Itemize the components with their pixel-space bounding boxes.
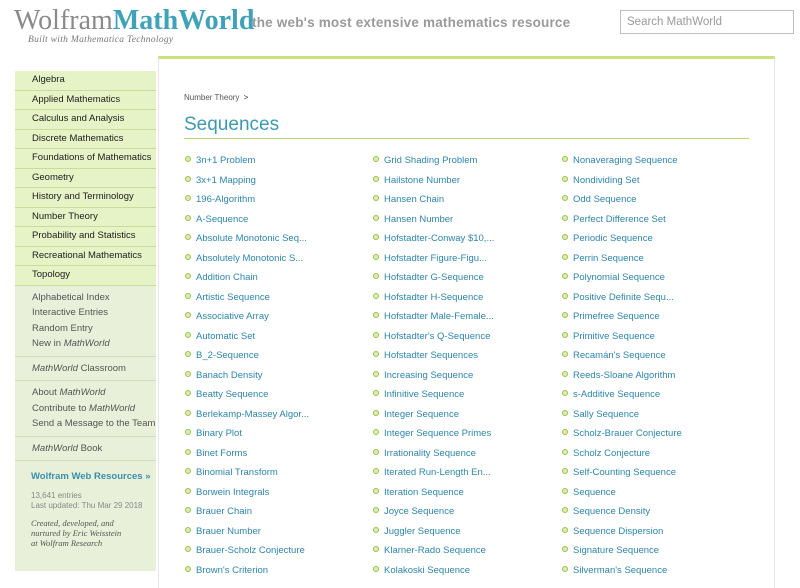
entry-link[interactable] bbox=[373, 151, 494, 171]
sidebar-link-alphabetical-index[interactable]: Alphabetical Index bbox=[32, 291, 110, 303]
entry-link[interactable] bbox=[373, 541, 494, 561]
entry-label: Sequence Density bbox=[573, 506, 651, 517]
entry-link[interactable] bbox=[373, 502, 494, 522]
bullet-icon bbox=[185, 195, 191, 201]
credit-line: at Wolfram Research bbox=[31, 538, 103, 548]
bullet-icon bbox=[185, 215, 191, 221]
bullet-icon bbox=[562, 254, 568, 260]
bullet-icon bbox=[185, 429, 191, 435]
mathworld-italic: MathWorld bbox=[59, 387, 106, 398]
classroom-suffix: Classroom bbox=[77, 362, 126, 374]
bullet-icon bbox=[185, 254, 191, 260]
entry-link[interactable] bbox=[185, 424, 309, 444]
entry-link[interactable] bbox=[562, 151, 682, 171]
entry-link[interactable] bbox=[185, 327, 309, 347]
entry-link[interactable] bbox=[562, 288, 682, 308]
bullet-icon bbox=[185, 312, 191, 318]
entries-count: 13,641 entries bbox=[31, 491, 82, 500]
sidebar-link-random-entry[interactable]: Random Entry bbox=[32, 322, 93, 334]
mathworld-italic: MathWorld bbox=[89, 402, 135, 414]
bullet-icon bbox=[373, 273, 379, 279]
sidebar-item-algebra[interactable]: Algebra bbox=[15, 71, 156, 91]
bullet-icon bbox=[562, 332, 568, 338]
entry-link[interactable] bbox=[185, 502, 309, 522]
bullet-icon bbox=[562, 390, 568, 396]
entry-link[interactable] bbox=[562, 190, 682, 210]
bullet-icon bbox=[373, 312, 379, 318]
bullet-icon bbox=[185, 507, 191, 513]
bullet-icon bbox=[185, 293, 191, 299]
entry-label: Binomial Transform bbox=[196, 467, 278, 478]
sidebar-item-number-theory[interactable]: Number Theory bbox=[15, 208, 156, 228]
logo-mathworld-text: MathWorld bbox=[112, 5, 255, 36]
entry-link[interactable] bbox=[373, 366, 494, 386]
bullet-icon bbox=[373, 488, 379, 494]
entry-link[interactable] bbox=[185, 307, 309, 327]
entry-link[interactable] bbox=[562, 171, 682, 191]
entry-label: Hansen Chain bbox=[384, 194, 445, 205]
entry-label: Hofstadter H-Sequence bbox=[384, 291, 484, 303]
sidebar-link-interactive-entries[interactable]: Interactive Entries bbox=[32, 307, 109, 318]
entry-label: Self-Counting Sequence bbox=[573, 467, 676, 478]
entry-label: Artistic Sequence bbox=[196, 291, 270, 303]
bullet-icon bbox=[562, 371, 568, 377]
book-suffix: Book bbox=[77, 442, 103, 454]
entry-label: Hofstadter Figure-Figu... bbox=[384, 252, 487, 264]
entry-label: Silverman's Sequence bbox=[573, 564, 668, 576]
entry-label: Hansen Number bbox=[384, 213, 454, 225]
bullet-icon bbox=[185, 273, 191, 279]
entry-label: Primitive Sequence bbox=[573, 330, 655, 342]
entry-link[interactable] bbox=[373, 249, 494, 269]
entry-link[interactable] bbox=[373, 522, 494, 542]
sidebar-item-geometry[interactable]: Geometry bbox=[15, 169, 156, 189]
breadcrumb-separator: > bbox=[243, 93, 249, 102]
entry-label: Infinitive Sequence bbox=[384, 389, 465, 400]
credit-line: Created, developed, and bbox=[31, 518, 114, 528]
site-header bbox=[0, 0, 800, 52]
entry-label: Integer Sequence Primes bbox=[384, 428, 492, 439]
entry-link[interactable] bbox=[562, 483, 682, 503]
bullet-icon bbox=[185, 410, 191, 416]
entry-link[interactable] bbox=[373, 268, 494, 288]
entry-link[interactable] bbox=[373, 327, 494, 347]
title-divider bbox=[184, 138, 749, 139]
entry-link[interactable] bbox=[185, 249, 309, 269]
bullet-icon bbox=[562, 273, 568, 279]
entry-label: Brauer-Scholz Conjecture bbox=[196, 545, 305, 556]
last-updated: Last updated: Thu Mar 29 2018 bbox=[31, 501, 143, 510]
sidebar-classroom-block bbox=[15, 357, 156, 382]
sidebar bbox=[15, 70, 156, 571]
sidebar-item-calculus-and-analysis[interactable]: Calculus and Analysis bbox=[15, 110, 156, 130]
entry-label: Iteration Sequence bbox=[384, 486, 464, 498]
bullet-icon bbox=[562, 176, 568, 182]
bullet-icon bbox=[373, 546, 379, 552]
entry-column-1 bbox=[185, 151, 309, 580]
entry-link[interactable] bbox=[185, 268, 309, 288]
entry-link[interactable] bbox=[562, 463, 682, 483]
breadcrumb-number-theory[interactable]: Number Theory bbox=[184, 93, 240, 102]
bullet-icon bbox=[562, 566, 568, 572]
bullet-icon bbox=[373, 449, 379, 455]
bullet-icon bbox=[373, 254, 379, 260]
entry-link[interactable] bbox=[185, 483, 309, 503]
bullet-icon bbox=[562, 156, 568, 162]
credit-line: nurtured by Eric Weisstein bbox=[31, 528, 122, 538]
entry-column-2 bbox=[373, 151, 494, 580]
bullet-icon bbox=[562, 293, 568, 299]
logo-title[interactable] bbox=[14, 6, 254, 36]
entry-label: Perrin Sequence bbox=[573, 252, 644, 264]
entry-link[interactable] bbox=[185, 405, 309, 425]
sidebar-link-contribute[interactable] bbox=[15, 401, 156, 417]
bullet-icon bbox=[373, 215, 379, 221]
entry-label: Sequence bbox=[573, 486, 616, 498]
entry-label: Odd Sequence bbox=[573, 194, 637, 205]
entry-label: Binary Plot bbox=[196, 428, 242, 439]
entry-link[interactable] bbox=[185, 385, 309, 405]
entry-label: 3x+1 Mapping bbox=[196, 174, 256, 186]
entry-label: s-Additive Sequence bbox=[573, 389, 661, 400]
entry-link[interactable] bbox=[562, 561, 682, 581]
entry-link[interactable] bbox=[562, 522, 682, 542]
entry-link[interactable] bbox=[562, 366, 682, 386]
entry-link[interactable] bbox=[373, 424, 494, 444]
entry-label: 3n+1 Problem bbox=[196, 155, 256, 166]
entry-label: Iterated Run-Length En... bbox=[384, 467, 491, 478]
entry-label: Increasing Sequence bbox=[384, 369, 474, 381]
bullet-icon bbox=[185, 527, 191, 533]
entry-link[interactable] bbox=[562, 249, 682, 269]
bullet-icon bbox=[373, 332, 379, 338]
bullet-icon bbox=[185, 488, 191, 494]
mathworld-italic: MathWorld bbox=[63, 338, 110, 349]
entry-label: Sequence Dispersion bbox=[573, 525, 664, 537]
entry-label: Hofstadter's Q-Sequence bbox=[384, 330, 491, 342]
entry-link[interactable] bbox=[373, 561, 494, 581]
entry-label: Brown's Criterion bbox=[196, 564, 269, 576]
entry-link[interactable] bbox=[562, 405, 682, 425]
entry-label: Hofstadter Sequences bbox=[384, 350, 479, 361]
entry-label: Banach Density bbox=[196, 369, 263, 381]
sidebar-book-block bbox=[15, 437, 156, 462]
logo-subtitle: Built with Mathematica Technology bbox=[28, 35, 174, 45]
sidebar-item-discrete-mathematics[interactable]: Discrete Mathematics bbox=[15, 130, 156, 150]
sidebar-item-recreational-mathematics[interactable]: Recreational Mathematics bbox=[15, 247, 156, 267]
wolfram-web-resources-link[interactable]: Wolfram Web Resources » bbox=[31, 471, 151, 482]
bullet-icon bbox=[185, 546, 191, 552]
entry-link[interactable] bbox=[185, 444, 309, 464]
bullet-icon bbox=[562, 488, 568, 494]
bullet-icon bbox=[373, 371, 379, 377]
entry-label: B_2-Sequence bbox=[196, 350, 259, 361]
entry-label: Klarner-Rado Sequence bbox=[384, 545, 486, 556]
entry-link[interactable] bbox=[562, 541, 682, 561]
entry-label: Automatic Set bbox=[196, 330, 256, 342]
entry-link[interactable] bbox=[373, 444, 494, 464]
bullet-icon bbox=[373, 390, 379, 396]
bullet-icon bbox=[562, 429, 568, 435]
entry-link[interactable] bbox=[373, 210, 494, 230]
entry-link[interactable] bbox=[185, 522, 309, 542]
sidebar-item-foundations-of-mathematics[interactable]: Foundations of Mathematics bbox=[15, 149, 156, 169]
entry-label: 196-Algorithm bbox=[196, 194, 256, 205]
bullet-icon bbox=[185, 449, 191, 455]
entry-label: Joyce Sequence bbox=[384, 506, 455, 517]
bullet-icon bbox=[562, 468, 568, 474]
entry-label: Scholz Conjecture bbox=[573, 447, 651, 459]
entry-link[interactable] bbox=[185, 561, 309, 581]
entry-label: Hailstone Number bbox=[384, 174, 461, 186]
sidebar-link-mathworld-classroom[interactable] bbox=[15, 361, 156, 377]
entry-label: Sally Sequence bbox=[573, 408, 640, 420]
entry-label: Signature Sequence bbox=[573, 545, 660, 556]
entry-label: Hofstadter-Conway $10,... bbox=[384, 233, 495, 244]
sidebar-link-mathworld-book[interactable] bbox=[15, 441, 156, 457]
entry-link[interactable] bbox=[562, 210, 682, 230]
bullet-icon bbox=[373, 234, 379, 240]
entry-link[interactable] bbox=[562, 327, 682, 347]
bullet-icon bbox=[373, 156, 379, 162]
contribute-prefix: Contribute to bbox=[32, 402, 90, 414]
entry-link[interactable] bbox=[185, 288, 309, 308]
entry-link[interactable] bbox=[562, 346, 682, 366]
mathworld-italic: MathWorld bbox=[32, 442, 78, 454]
entry-link[interactable] bbox=[373, 385, 494, 405]
sidebar-resources bbox=[15, 461, 156, 571]
entry-label: Juggler Sequence bbox=[384, 525, 461, 537]
entry-label: A-Sequence bbox=[196, 213, 249, 225]
breadcrumb bbox=[184, 93, 248, 102]
entry-label: Recamán's Sequence bbox=[573, 350, 666, 361]
entry-label: Nondividing Set bbox=[573, 174, 640, 186]
entry-label: Beatty Sequence bbox=[196, 389, 269, 400]
entry-link[interactable] bbox=[185, 229, 309, 249]
bullet-icon bbox=[373, 527, 379, 533]
entry-link[interactable] bbox=[562, 385, 682, 405]
entry-label: Addition Chain bbox=[196, 272, 258, 283]
search-input[interactable] bbox=[620, 10, 794, 34]
entry-label: Hofstadter Male-Female... bbox=[384, 311, 494, 322]
sidebar-item-probability-and-statistics[interactable]: Probability and Statistics bbox=[15, 227, 156, 247]
entry-label: Brauer Number bbox=[196, 525, 261, 537]
entry-link[interactable] bbox=[373, 288, 494, 308]
bullet-icon bbox=[185, 566, 191, 572]
subject-nav bbox=[15, 70, 156, 286]
entry-link[interactable] bbox=[373, 307, 494, 327]
entry-link[interactable] bbox=[185, 346, 309, 366]
entry-label: Irrationality Sequence bbox=[384, 447, 476, 459]
sidebar-item-applied-mathematics[interactable]: Applied Mathematics bbox=[15, 91, 156, 111]
entry-link[interactable] bbox=[562, 502, 682, 522]
entry-label: Grid Shading Problem bbox=[384, 155, 478, 166]
entry-label: Berlekamp-Massey Algor... bbox=[196, 408, 309, 420]
entry-link[interactable] bbox=[185, 171, 309, 191]
site-stats bbox=[31, 491, 156, 511]
bullet-icon bbox=[562, 449, 568, 455]
entry-label: Hofstadter G-Sequence bbox=[384, 272, 484, 283]
sidebar-browse-block bbox=[15, 286, 156, 357]
sidebar-link-send-message[interactable]: Send a Message to the Team bbox=[32, 418, 156, 429]
bullet-icon bbox=[185, 351, 191, 357]
entry-link[interactable] bbox=[185, 190, 309, 210]
bullet-icon bbox=[373, 410, 379, 416]
bullet-icon bbox=[185, 156, 191, 162]
entry-label: Periodic Sequence bbox=[573, 233, 653, 244]
entry-link[interactable] bbox=[562, 424, 682, 444]
sidebar-link-new-in-mathworld[interactable] bbox=[15, 336, 156, 352]
entry-link[interactable] bbox=[562, 444, 682, 464]
bullet-icon bbox=[185, 468, 191, 474]
entry-link[interactable] bbox=[373, 229, 494, 249]
bullet-icon bbox=[562, 527, 568, 533]
logo-wolfram-text: Wolfram bbox=[14, 5, 113, 36]
bullet-icon bbox=[373, 507, 379, 513]
bullet-icon bbox=[185, 371, 191, 377]
sidebar-item-history-and-terminology[interactable]: History and Terminology bbox=[15, 188, 156, 208]
bullet-icon bbox=[185, 234, 191, 240]
credit-text bbox=[31, 518, 156, 548]
entry-label: Binet Forms bbox=[196, 447, 248, 459]
entry-label: Associative Array bbox=[196, 311, 269, 322]
bullet-icon bbox=[562, 215, 568, 221]
entry-link[interactable] bbox=[373, 463, 494, 483]
bullet-icon bbox=[373, 351, 379, 357]
bullet-icon bbox=[185, 332, 191, 338]
entry-label: Positive Definite Sequ... bbox=[573, 291, 674, 303]
entry-link[interactable] bbox=[185, 463, 309, 483]
bullet-icon bbox=[562, 195, 568, 201]
entry-label: Integer Sequence bbox=[384, 408, 460, 420]
sidebar-link-about-mathworld[interactable] bbox=[15, 385, 156, 401]
entry-label: Brauer Chain bbox=[196, 506, 252, 517]
bullet-icon bbox=[562, 351, 568, 357]
bullet-icon bbox=[185, 390, 191, 396]
entry-link[interactable] bbox=[373, 405, 494, 425]
entry-label: Kolakoski Sequence bbox=[384, 564, 471, 576]
entry-label: Scholz-Brauer Conjecture bbox=[573, 428, 682, 439]
entry-label: Primefree Sequence bbox=[573, 311, 660, 322]
about-prefix: About bbox=[32, 387, 60, 398]
entry-link[interactable] bbox=[185, 366, 309, 386]
site-logo[interactable] bbox=[14, 6, 254, 45]
bullet-icon bbox=[562, 410, 568, 416]
bullet-icon bbox=[562, 507, 568, 513]
new-in-prefix: New in bbox=[32, 338, 64, 349]
entry-column-3 bbox=[562, 151, 682, 580]
sidebar-about-block bbox=[15, 381, 156, 437]
entry-link[interactable] bbox=[185, 541, 309, 561]
entry-link[interactable] bbox=[373, 190, 494, 210]
entry-link[interactable] bbox=[562, 268, 682, 288]
bullet-icon bbox=[373, 293, 379, 299]
bullet-icon bbox=[185, 176, 191, 182]
page-title: Sequences bbox=[184, 114, 280, 135]
bullet-icon bbox=[373, 195, 379, 201]
sidebar-item-topology[interactable]: Topology bbox=[15, 266, 156, 286]
entry-label: Absolute Monotonic Seq... bbox=[196, 233, 307, 244]
entry-label: Perfect Difference Set bbox=[573, 213, 666, 225]
entry-link[interactable] bbox=[373, 483, 494, 503]
bullet-icon bbox=[373, 176, 379, 182]
entry-label: Borwein Integrals bbox=[196, 486, 270, 498]
entry-label: Reeds-Sloane Algorithm bbox=[573, 369, 676, 381]
entry-link[interactable] bbox=[562, 307, 682, 327]
entry-link[interactable] bbox=[185, 151, 309, 171]
bullet-icon bbox=[562, 546, 568, 552]
entry-link[interactable] bbox=[185, 210, 309, 230]
entry-label: Polynomial Sequence bbox=[573, 272, 665, 283]
entry-link[interactable] bbox=[373, 171, 494, 191]
entry-label: Absolutely Monotonic S... bbox=[196, 252, 304, 264]
bullet-icon bbox=[373, 468, 379, 474]
site-tagline: the web's most extensive mathematics resource bbox=[252, 15, 571, 30]
bullet-icon bbox=[373, 566, 379, 572]
entry-link[interactable] bbox=[562, 229, 682, 249]
bullet-icon bbox=[562, 234, 568, 240]
bullet-icon bbox=[562, 312, 568, 318]
entry-label: Nonaveraging Sequence bbox=[573, 155, 678, 166]
entry-link[interactable] bbox=[373, 346, 494, 366]
bullet-icon bbox=[373, 429, 379, 435]
mathworld-italic: MathWorld bbox=[32, 362, 78, 374]
